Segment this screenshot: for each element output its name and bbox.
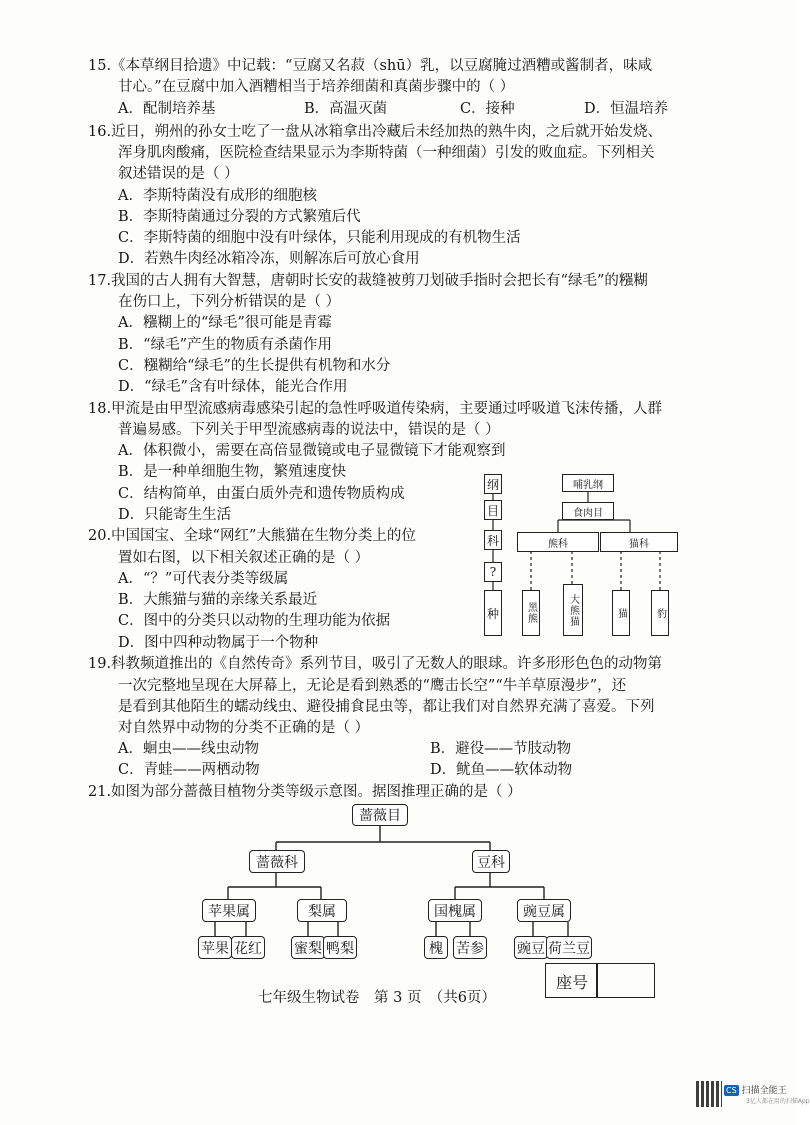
q16-line2: 浑身肌肉酸痛，医院检查结果显示为李斯特菌（一种细菌）引发的败血症。下列相关 (118, 145, 655, 161)
q19-option-b: B．避役——节肢动物 (430, 741, 572, 757)
q20-line2: 置如右图，以下相关叙述正确的是（ ） (118, 550, 370, 566)
q17-line2: 在伤口上，下列分析错误的是（ ） (118, 294, 341, 310)
q16-option-a: A．李斯特菌没有成形的细胞核 (118, 188, 317, 204)
species-kushen: 苦参 (453, 936, 487, 959)
scanner-logo-icon: CS (726, 1086, 737, 1095)
q17-option-d: D．“绿毛”含有叶绿体，能光合作用 (118, 379, 348, 395)
q18-option-b: B．是一种单细胞生物，繁殖速度快 (118, 464, 347, 480)
genus-pyrus-box: 梨属 (297, 899, 347, 922)
species-black-bear: 黑熊 (522, 590, 540, 636)
q18-option-c: C．结构简单，由蛋白质外壳和遗传物质构成 (118, 486, 405, 502)
rank-family-box: 科 (484, 530, 502, 550)
q17-option-b: B．“绿毛”产生的物质有杀菌作用 (118, 337, 332, 353)
q19-option-c: C．青蛙——两栖动物 (118, 762, 260, 778)
q20-option-b: B．大熊猫与猫的亲缘关系最近 (118, 592, 318, 608)
family-fabaceae-box: 豆科 (472, 850, 510, 873)
q16-option-c: C．李斯特菌的细胞中没有叶绿体，只能利用现成的有机物生活 (118, 230, 521, 246)
species-ya-pear: 鸭梨 (323, 936, 357, 959)
q15-option-c: C．接种 (460, 101, 515, 117)
q15-option-d: D．恒温培养 (584, 101, 669, 117)
rank-unknown-box: ? (484, 562, 502, 582)
q21-line1: 21.如图为部分蔷薇目植物分类等级示意图。据图推理正确的是（ ） (88, 784, 522, 800)
q15-option-b: B．高温灭菌 (304, 101, 388, 117)
mammalia-box: 哺乳纲 (562, 474, 614, 492)
q20-option-a: A．“？”可代表分类等级属 (118, 571, 289, 587)
q16-option-d: D．若熟牛肉经冰箱冷冻，则解冻后可放心食用 (118, 251, 420, 267)
q15-line2: 甘心。”在豆腐中加入酒糟相当于培养细菌和真菌步骤中的（ ） (118, 79, 515, 95)
q16-option-b: B．李斯特菌通过分裂的方式繁殖后代 (118, 209, 361, 225)
species-honey-pear: 蜜梨 (291, 936, 325, 959)
rank-species-box: 种 (484, 590, 502, 636)
species-apple: 苹果 (198, 936, 232, 959)
felidae-box: 猫科 (600, 532, 678, 552)
genus-pisum-box: 豌豆属 (517, 899, 571, 922)
species-leopard: 豹 (651, 590, 669, 636)
scanner-tagline: 3亿人都在用的扫描App (746, 1098, 810, 1105)
q15-option-a: A．配制培养基 (118, 101, 216, 117)
qr-code-icon (696, 1081, 722, 1107)
scanner-app-name: 扫描全能王 (741, 1086, 787, 1096)
genus-styphnolobium-box: 国槐属 (428, 899, 482, 922)
species-pea: 豌豆 (514, 936, 548, 959)
family-rosaceae-box: 蔷薇科 (249, 850, 305, 873)
species-huahong: 花红 (231, 936, 265, 959)
genus-malus-box: 苹果属 (202, 899, 256, 922)
q20-line1: 20.中国国宝、全球“网红”大熊猫在生物分类上的位 (88, 528, 416, 544)
q19-option-a: A．蛔虫——线虫动物 (118, 741, 259, 757)
q18-option-a: A．体积微小，需要在高倍显微镜或电子显微镜下才能观察到 (118, 443, 506, 459)
q19-line3: 是看到其他陌生的蠕动线虫、避役捕食昆虫等，都让我们对自然界充满了喜爱。下列 (118, 699, 655, 715)
ursidae-box: 熊科 (517, 532, 599, 552)
page-footer: 七年级生物试卷 第 3 页 （共6页） (258, 990, 496, 1006)
q16-line1: 16.近日，朔州的孙女士吃了一盘从冰箱拿出冷藏后未经加热的熟牛肉，之后就开始发烧、 (88, 124, 663, 140)
scanner-watermark (724, 1083, 810, 1105)
species-snow-pea: 荷兰豆 (546, 936, 592, 959)
q18-line2: 普遍易感。下列关于甲型流感病毒的说法中，错误的是（ ） (118, 422, 500, 438)
order-rosales-box: 蔷薇目 (352, 804, 408, 826)
q19-line2: 一次完整地呈现在大屏幕上，无论是看到熟悉的“鹰击长空”“牛羊草原漫步”，还 (118, 678, 627, 694)
q19-line1: 19.科教频道推出的《自然传奇》系列节目，吸引了无数人的眼球。许多形形色色的动物第 (88, 656, 663, 672)
q19-line4: 对自然界中动物的分类不正确的是（ ） (118, 720, 370, 736)
seat-number-label: 座号 (556, 973, 589, 992)
rank-class-box: 纲 (484, 474, 502, 494)
species-pagoda-tree: 槐 (424, 936, 448, 959)
q20-option-c: C．图中的分类只以动物的生理功能为依据 (118, 613, 391, 629)
q18-option-d: D．只能寄生生活 (118, 507, 232, 523)
q19-option-d: D．鱿鱼——软体动物 (430, 762, 573, 778)
q18-line1: 18.甲流是由甲型流感病毒感染引起的急性呼吸道传染病，主要通过呼吸道飞沫传播，人群 (88, 401, 663, 417)
carnivora-box: 食肉目 (562, 502, 614, 520)
species-cat: 猫 (612, 590, 630, 636)
q16-line3: 叙述错误的是（ ） (118, 166, 239, 182)
q17-line1: 17.我国的古人拥有大智慧，唐朝时长安的裁缝被剪刀划破手指时会把长有“绿毛”的糨糊 (88, 273, 648, 289)
rank-order-box: 目 (484, 500, 502, 520)
species-giant-panda: 大熊猫 (563, 584, 583, 636)
q17-option-a: A．糨糊上的“绿毛”很可能是青霉 (118, 315, 332, 331)
q20-option-d: D．图中四种动物属于一个物种 (118, 635, 319, 651)
q15-line1: 15.《本草纲目拾遗》中记载：“豆腐又名菽（shū）乳，以豆腐腌过酒糟或酱制者，味咸 (88, 58, 653, 74)
q17-option-c: C．糨糊给“绿毛”的生长提供有机物和水分 (118, 358, 391, 374)
